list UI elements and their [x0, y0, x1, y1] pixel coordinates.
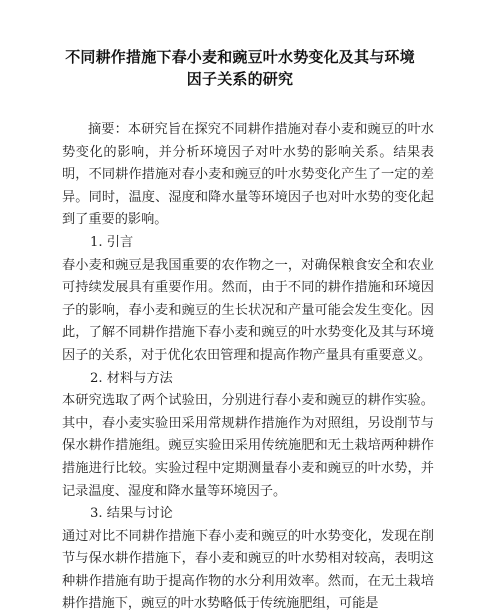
- section-heading-materials-methods: 2. 材料与方法: [90, 370, 173, 386]
- section-heading-introduction: 1. 引言: [90, 234, 134, 250]
- section-heading-results-discussion: 3. 结果与讨论: [90, 506, 173, 522]
- section-paragraph-materials-methods: 本研究选取了两个试验田，分别进行春小麦和豌豆的耕作实验。其中，春小麦实验田采用常规耕作措施作为对照组，另设削节与保水耕作措施组。豌豆实验田采用传统施肥和无土栽培两种耕作措施进行比较。实验过程中定期测量春小麦和豌豆的叶水势，并记录温度、湿度和降水量等环境因子。: [62, 393, 434, 499]
- document-body: [62, 119, 434, 616]
- document-title: 不同耕作措施下春小麦和豌豆叶水势变化及其与环境因子关系的研究: [65, 48, 415, 88]
- abstract-paragraph: 摘要：本研究旨在探究不同耕作措施对春小麦和豌豆的叶水势变化的影响，并分析环境因子对叶水势的影响关系。结果表明，不同耕作措施对春小麦和豌豆的叶水势变化产生了一定的差异。同时，温度、湿度和降水量等环境因子也对叶水势的变化起到了重要的影响。: [62, 122, 434, 228]
- section-paragraph-results-discussion: 通过对比不同耕作措施下春小麦和豌豆的叶水势变化，发现在削节与保水耕作措施下，春小麦和豌豆的叶水势相对较高，表明这种耕作措施有助于提高作物的水分利用效率。然而，在无土栽培耕作措施下，豌豆的叶水势略低于传统施肥组，可能是: [62, 528, 434, 612]
- section-paragraph-introduction: 春小麦和豌豆是我国重要的农作物之一，对确保粮食安全和农业可持续发展具有重要作用。然而，由于不同的耕作措施和环境因子的影响，春小麦和豌豆的生长状况和产量可能会发生变化。因此，了解不同耕作措施下春小麦和豌豆的叶水势变化及其与环境因子的关系，对于优化农田管理和提高作物产量具有重要意义。: [62, 257, 434, 363]
